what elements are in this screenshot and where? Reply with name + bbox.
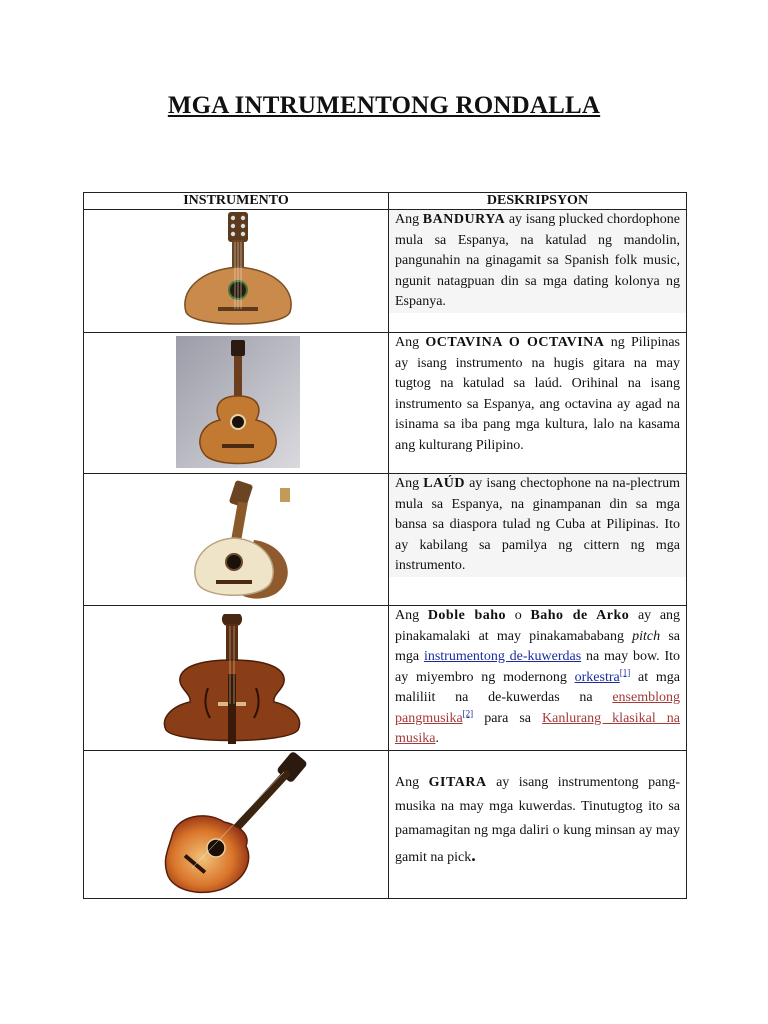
laud-image (174, 480, 304, 604)
description-cell (389, 333, 687, 474)
instrument-name: BANDURYA (422, 212, 506, 227)
desc-text: ay ang pinakamalaki at may pinakamababang (395, 608, 681, 644)
desc-text: Ang (395, 335, 420, 350)
desc-text: Ang (395, 608, 420, 623)
table-row (84, 606, 687, 751)
desc-text: . (471, 844, 476, 865)
table-row (84, 333, 687, 474)
link-instrumentong-de-kuwerdas[interactable]: instrumentong de-kuwerdas (423, 649, 582, 664)
pitch-term: pitch (632, 628, 661, 644)
desc-text: . (435, 731, 439, 746)
desc-text: ay isang chectophone na na-plectrum mula sa Espanya, na ginampanan din sa mga bansa sa diaspora tulad ng Cuba at Pilipinas. Ito ay kabilang sa pamilya ng cittern ng mga instrumento. (395, 476, 680, 573)
desc-text: sa mga (395, 628, 680, 664)
instrument-table (83, 192, 687, 899)
instrument-cell (84, 333, 389, 474)
page-title: MGA INTRUMENTONG RONDALLA (167, 92, 601, 119)
link-orkestra[interactable]: orkestra (574, 669, 620, 685)
desc-text: ay isang instrumentong pang-musika na may mga kuwerdas. Tinutugtog ito sa pamamagitan ng mga daliri o kung minsan ay may gamit na pick (395, 774, 681, 865)
link-kanlurang-klasikal-na-musika[interactable]: Kanlurang klasikal na musika (395, 710, 680, 746)
desc-text: o (514, 608, 522, 623)
instrument-cell (84, 750, 389, 898)
bandurya-description (389, 210, 686, 313)
instrument-cell (84, 210, 389, 333)
desc-text: para sa (484, 710, 531, 726)
doble-baho-description (389, 606, 686, 750)
gitara-description (389, 751, 686, 870)
ref-1[interactable]: [1] (619, 666, 631, 677)
description-cell (389, 210, 687, 333)
gitara-image (154, 752, 314, 898)
link-ensemblong-pangmusika[interactable]: ensemblong pangmusika (395, 690, 680, 726)
header-deskripsyon: DESKRIPSYON (389, 193, 687, 210)
description-cell (389, 606, 687, 751)
desc-text: Ang (395, 774, 420, 790)
desc-text: Ang (395, 476, 420, 491)
description-cell (389, 750, 687, 898)
table-row (84, 210, 687, 333)
ref-2[interactable]: [2] (462, 707, 474, 718)
desc-text: ng Pilipinas ay isang instrumento na hugis gitara na may tugtog na katulad sa laúd. Orihinal na isang instrumento sa Espanya, ang octavina ay agad na isinama sa iba pang mga kultura, lalo na kasama ang kulturang Pilipino. (395, 335, 681, 453)
table-row (84, 474, 687, 606)
instrument-name: Doble baho (427, 608, 507, 623)
desc-text: at mga maliliit na de-kuwerdas na (395, 669, 680, 705)
table-row (84, 750, 687, 898)
instrument-name: LAÚD (423, 476, 465, 491)
header-instrumento: INSTRUMENTO (84, 193, 389, 210)
doble-baho-image (152, 614, 312, 748)
table-header-row (84, 193, 687, 210)
instrument-cell (84, 606, 389, 751)
instrument-name: GITARA (428, 774, 487, 790)
octavina-image (176, 336, 300, 468)
desc-text: ay isang plucked chordophone mula sa Espanya, na katulad ng mandolin, pangunahin na ginagamit sa Spanish folk music, ngunit natagpuan din sa mga dating kolonya ng Espanya. (395, 212, 680, 309)
octavina-description (389, 333, 686, 456)
instrument-name: OCTAVINA O OCTAVINA (425, 335, 605, 350)
instrument-name: Baho de Arko (530, 608, 630, 623)
desc-text: Ang (395, 212, 420, 227)
description-cell (389, 474, 687, 606)
bandurya-image (178, 212, 298, 330)
laud-description (389, 474, 686, 577)
desc-text: na may bow. Ito ay miyembro ng modernong (395, 649, 681, 685)
instrument-cell (84, 474, 389, 606)
